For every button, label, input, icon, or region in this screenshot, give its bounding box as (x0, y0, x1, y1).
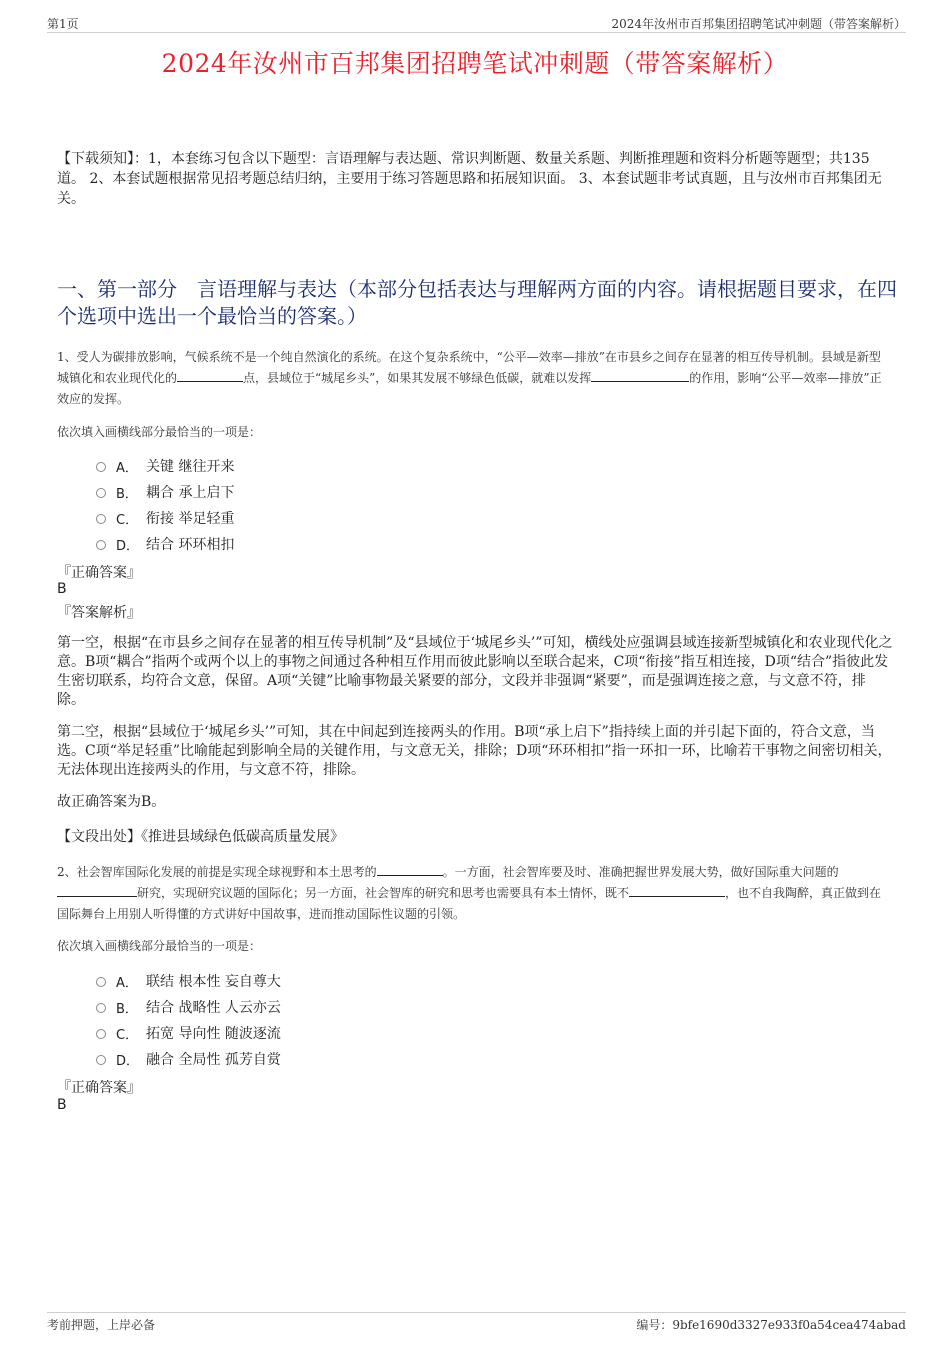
analysis-paragraph-1: 第一空，根据“在市县乡之间存在显著的相互传导机制”及“县域位于‘城尾乡头’”可知，横线处应强调县域连接新型城镇化和农业现代化之意。B项“耦合”指两个或两个以上的事物之间通过各种相互作用而彼此影响以至联合起来，C项“衔接”指互相连接，D项“结合”指彼此发生密切联系，均符合文意，保留。A项“关键”比喻事物最关紧要的部分，文段并非强调“紧要”，而是强调连接之意，与文意不符，排除。 (57, 635, 893, 708)
option-key: D． (116, 538, 140, 554)
fill-blank (177, 368, 243, 382)
question-1-prompt: 依次填入画横线部分最恰当的一项是： (57, 425, 262, 439)
question-2-options (96, 968, 496, 1072)
page-header (47, 14, 906, 33)
option-key: C． (116, 1027, 139, 1043)
option-text: 衔接 举足轻重 (146, 511, 235, 527)
question-2-stem (57, 862, 887, 925)
option-text: 结合 环环相扣 (146, 537, 235, 553)
footer-slogan: 考前押题，上岸必备 (47, 1318, 156, 1332)
option-d[interactable] (96, 531, 496, 557)
page-number: 第1页 (47, 17, 79, 31)
fill-blank (377, 862, 443, 876)
option-a[interactable] (96, 453, 496, 479)
option-key: D． (116, 1053, 140, 1069)
option-key: A． (116, 460, 138, 476)
analysis-paragraph-2: 第二空，根据“县域位于‘城尾乡头’”可知，其在中间起到连接两头的作用。B项“承上启下”指持续上面的并引起下面的，符合文意，当选。C项“举足轻重”比喻能起到影响全局的关键作用，与文意无关，排除；D项“环环相扣”指一环扣一环，比喻若干事物之间密切相关，无法体现出连接两头的作用，与文意不符，排除。 (57, 724, 892, 778)
radio-button-icon[interactable] (96, 977, 106, 987)
correct-answer: B (57, 1097, 67, 1113)
document-title: 2024年汝州市百邦集团招聘笔试冲刺题（带答案解析） (161, 49, 789, 78)
fill-blank (629, 883, 725, 897)
radio-button-icon[interactable] (96, 514, 106, 524)
option-d[interactable] (96, 1046, 496, 1072)
radio-button-icon[interactable] (96, 1029, 106, 1039)
option-a[interactable] (96, 968, 496, 994)
question-text: 1、受人为碳排放影响，气候系统不是一个纯自然演化的系统。在这个复杂系统中，“公平—效率—排放”在市县乡之间存在显著的相互传导机制。县域是新型城镇化和农业现代化的 (57, 350, 881, 385)
question-text: 2、社会智库国际化发展的前提是实现全球视野和本土思考的 (57, 865, 377, 879)
download-notice: 【下载须知】：1，本套练习包含以下题型：言语理解与表达题、常识判断题、数量关系题、判断推理题和资料分析题等题型；共135道。 2、本套试题根据常见招考题总结归纳，主要用于练习答题思路和拓展知识面。 3、本套试题非考试真题，且与汝州市百邦集团无关。 (57, 151, 882, 207)
option-c[interactable] (96, 505, 496, 531)
correct-answer: B (57, 581, 67, 597)
option-key: B． (116, 1001, 138, 1017)
option-c[interactable] (96, 1020, 496, 1046)
option-text: 关键 继往开来 (146, 459, 235, 475)
radio-button-icon[interactable] (96, 540, 106, 550)
header-doc-title: 2024年汝州市百邦集团招聘笔试冲刺题（带答案解析） (611, 17, 906, 31)
document-id: 编号：9bfe1690d3327e933f0a54cea474abad (636, 1318, 906, 1332)
option-key: C． (116, 512, 139, 528)
option-text: 耦合 承上启下 (146, 485, 235, 501)
analysis-label: 『答案解析』 (57, 605, 141, 621)
fill-blank (57, 883, 137, 897)
section-heading: 一、第一部分 言语理解与表达（本部分包括表达与理解两方面的内容。请根据题目要求，在四个选项中选出一个最恰当的答案。） (57, 277, 897, 328)
page-footer (47, 1312, 906, 1332)
correct-answer-label: 『正确答案』 (57, 1080, 141, 1096)
question-1-options (96, 453, 496, 557)
correct-answer-label: 『正确答案』 (57, 565, 141, 581)
question-text: 。一方面，社会智库要及时、准确把握世界发展大势，做好国际重大问题的 (442, 865, 839, 879)
option-b[interactable] (96, 994, 496, 1020)
question-2-prompt: 依次填入画横线部分最恰当的一项是： (57, 939, 262, 953)
radio-button-icon[interactable] (96, 462, 106, 472)
option-key: A． (116, 975, 138, 991)
option-key: B． (116, 486, 138, 502)
analysis-conclusion: 故正确答案为B。 (57, 794, 166, 810)
fill-blank (591, 368, 689, 382)
question-text: 研究，实现研究议题的国际化；另一方面，社会智库的研究和思考也需要具有本土情怀，既不 (137, 886, 630, 900)
question-text: ，也不自我陶醉，真正做到在国际舞台上用别人听得懂的方式讲好中国故事，进而推动国际性议题的引领。 (57, 886, 882, 921)
option-text: 结合 战略性 人云亦云 (146, 1000, 281, 1016)
question-text: 点，县域位于“城尾乡头”，如果其发展不够绿色低碳，就难以发挥 (243, 371, 592, 385)
question-text: 的作用，影响“公平—效率—排放”正效应的发挥。 (57, 371, 882, 406)
passage-source: 【文段出处】《推进县域绿色低碳高质量发展》 (57, 829, 344, 845)
radio-button-icon[interactable] (96, 488, 106, 498)
option-text: 联结 根本性 妄自尊大 (146, 974, 281, 990)
option-text: 拓宽 导向性 随波逐流 (146, 1026, 281, 1042)
option-b[interactable] (96, 479, 496, 505)
option-text: 融合 全局性 孤芳自赏 (146, 1052, 281, 1068)
radio-button-icon[interactable] (96, 1003, 106, 1013)
radio-button-icon[interactable] (96, 1055, 106, 1065)
question-1-stem (57, 347, 887, 410)
